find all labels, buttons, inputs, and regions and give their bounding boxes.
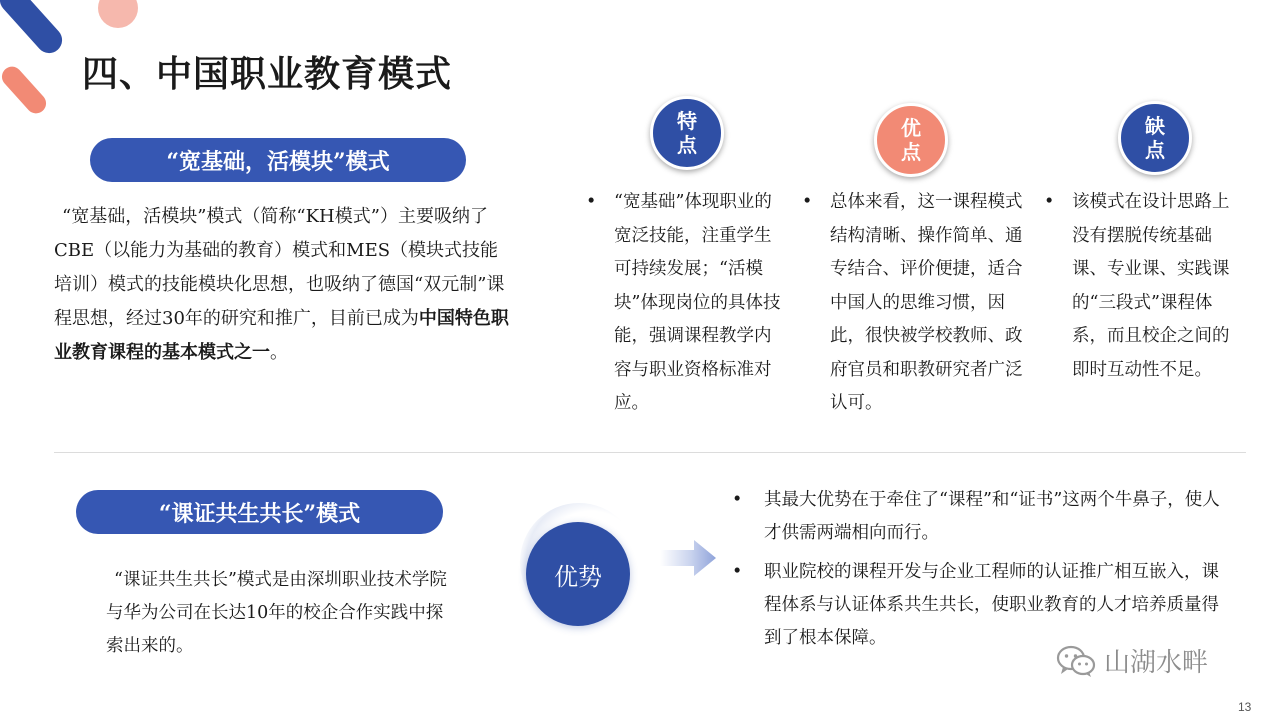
section1-heading: “宽基础，活模块”模式 <box>90 138 466 182</box>
pros-column <box>802 186 1025 421</box>
page-number: 13 <box>1238 700 1252 714</box>
cons-badge-line1: 缺 <box>1145 114 1165 138</box>
watermark-logo <box>1056 642 1208 679</box>
decor-pink-circle <box>98 0 138 28</box>
pros-badge-line1: 优 <box>901 116 921 140</box>
advantage-text-2: 职业院校的课程开发与企业工程师的认证推广相互嵌入，课程体系与认证体系共生共长，使职业教育的人才培养质量得到了根本保障。 <box>764 562 1219 648</box>
section1-para-end: 。 <box>270 342 288 363</box>
features-badge-line1: 特 <box>677 109 697 133</box>
advantage-item <box>732 484 1224 550</box>
features-column <box>586 186 784 421</box>
features-badge-line2: 点 <box>677 133 697 157</box>
section1-para-main: “宽基础，活模块”模式（简称“KH模式”）主要吸纳了CBE（以能力为基础的教育）模式和MES（模块式技能培训）模式的技能模块化思想，也吸纳了德国“双元制”课程思想，经过30年的研究和推广，目前已成为 <box>54 206 505 329</box>
pros-badge-line2: 点 <box>901 140 921 164</box>
features-bullet: • <box>586 192 597 212</box>
arrow-right-icon <box>660 538 716 578</box>
section2-paragraph: “课证共生共长”模式是由深圳职业技术学院与华为公司在长达10年的校企合作实践中探索出来的。 <box>106 570 447 656</box>
section1-para-bold: 中国特色职业教育课程的基本模式之一 <box>54 308 509 363</box>
advantage-badge: 优势 <box>526 522 630 626</box>
features-badge <box>650 96 724 170</box>
pros-bullet: • <box>802 192 813 212</box>
advantage-item <box>732 556 1224 655</box>
cons-badge <box>1118 101 1192 175</box>
advantage-text-1: 其最大优势在于牵住了“课程”和“证书”这两个牛鼻子，使人才供需两端相向而行。 <box>764 490 1220 543</box>
advantage-bullet: • <box>732 562 743 582</box>
logo-text: 山湖水畔 <box>1104 648 1209 678</box>
cons-column <box>1044 186 1232 387</box>
pros-text: 总体来看，这一课程模式结构清晰、操作简单、通专结合、评价便捷，适合中国人的思维习惯，因此，很快被学校教师、政府官员和职教研究者广泛认可。 <box>830 192 1023 413</box>
cons-text: 该模式在设计思路上没有摆脱传统基础课、专业课、实践课的“三段式”课程体系，而且校企之间的即时互动性不足。 <box>1072 192 1230 380</box>
cons-badge-line2: 点 <box>1145 138 1165 162</box>
section2-heading: “课证共生共长”模式 <box>76 490 443 534</box>
decor-orange-bar <box>0 63 50 118</box>
advantage-list <box>732 484 1224 661</box>
pros-badge <box>874 103 948 177</box>
features-text: “宽基础”体现职业的宽泛技能，注重学生可持续发展；“活模块”体现岗位的具体技能，强调课程教学内容与职业资格标准对应。 <box>614 192 781 413</box>
section-divider <box>54 452 1246 453</box>
advantage-bullet: • <box>732 490 743 510</box>
cons-bullet: • <box>1044 192 1055 212</box>
section1-paragraph <box>54 200 514 370</box>
page-title: 四、中国职业教育模式 <box>82 53 453 95</box>
decor-blue-bar <box>0 0 67 58</box>
wechat-icon <box>1056 644 1096 678</box>
